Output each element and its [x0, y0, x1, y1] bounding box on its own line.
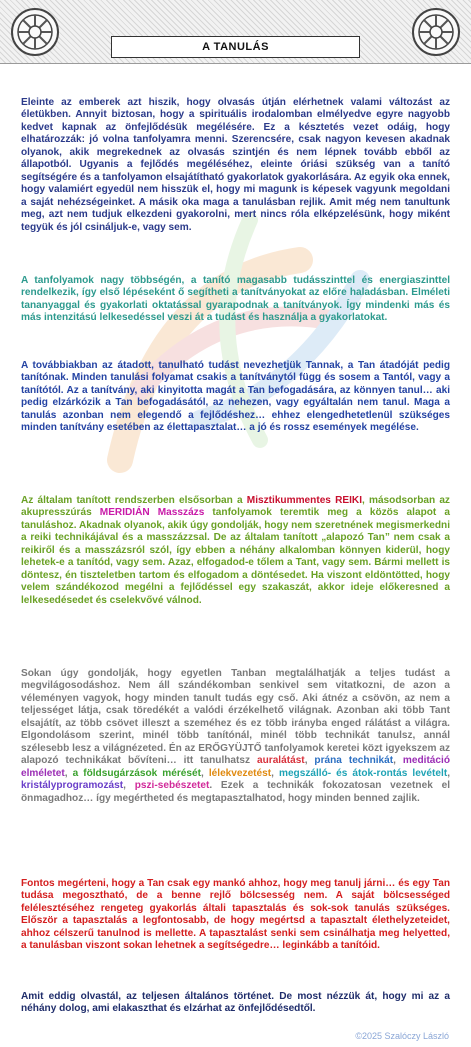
celtic-knot-icon: [10, 7, 60, 57]
paragraph-closing: Amit eddig olvastál, az teljesen általános történet. De most nézzük át, hogy mi az a néhány dolog, ami elakaszthat és elzárhat az önfejlődésedtől.: [21, 991, 450, 1015]
article-body: [21, 97, 450, 1016]
text: Sokan úgy gondolják, hogy egyetlen Tanban megtalálhatják a teljes tudást a megvilágosodáshoz. Nem áll szándékomban senkivel sem vitatkozni, de azon a véleményen vagyok, hogy minden tanult tudás egy cső. Aki átnéz a csövön, az nem a teljességet látja, csak töredékét a valódi érzékelhető világnak. Azonban aki több Tant elsajátít, az több csövet illeszt a szeméhez és ez több irányba enged rálátást a világra. Elgondolásom szerint, minél több tanítónál, minél több technikát tanulsz, annál szélesebb lesz a világnézeted. Én az: [21, 668, 450, 754]
page-title: A TANULÁS: [111, 36, 360, 58]
paragraph-courses: A tanfolyamok nagy többségén, a tanító magasabb tudásszinttel és energiaszinttel rendelkezik, így első lépéseként ő segítheti a tanítványokat az előre haladásban. Elméleti tananyaggal és gyakorlati oktatással gyarapodnak a tanítványok. Így mindenki más és más intenzitású lelkesedéssel veszi át a tudást és használja a gyakorlatokat.: [21, 275, 450, 324]
celtic-knot-icon: [411, 7, 461, 57]
technique-aura: auralátást: [256, 755, 305, 767]
technique-earth-rays: a földsugárzások mérését: [72, 767, 202, 779]
ergo-highlight: ERŐGYÜJTŐ: [198, 742, 262, 754]
paragraph-tan: A továbbiakban az átadott, tanulható tudást nevezhetjük Tannak, a Tan átadóját pedig tanítónak. Minden tanulási folyamat csakis a tanítványtól függ és sosem a Tantól, vagy a tanítótól. Az a tanítvány, aki kinyitotta magát a Tan befogadására, az könnyen tanul… aki pedig elzárkózik a Tan befogadásától, az nehezen, vagy egyáltalán nem tanul. Maga a tanulás azonban nem elegendő a fejlődéshez… ehhez elengedhetetlenül szükséges minden tanítvány esetében az élettapasztalat… a jó és rossz események megélése.: [21, 360, 450, 434]
header-band: [0, 0, 471, 64]
meridian-highlight: MERIDIÁN Masszázs: [99, 507, 205, 519]
technique-prana: prána technikát: [314, 755, 394, 767]
text: , másodsorban az akupresszúrás: [21, 495, 450, 519]
reiki-highlight: Misztikummentes REIKI: [246, 495, 362, 506]
text: tanfolyamok keretei közt igyekszem az alapozó technikákat bővíteni… itt tanulhatsz: [21, 742, 451, 767]
text: tanfolyamok teremtik meg a közös alapot a tanuláshoz. Akadnak olyanok, akik úgy gondolják, hogy nem szeretnének megismerkedni a reiki technikájával és a masszázzsal. De az általam tanított „alapozó Tan” nem csak a reikiről és a masszázsról szól, így ebben a néhány alkalomban könnyen kiderül, hogy lehetek-e a tanítód, vagy sem. Azaz, elfogadod-e tőlem a Tant, vagy sem. Bármi mellett is döntesz, én tiszteletben tartom és elfogadom a döntésedet. Ha viszont eldöntötted, hogy velem szándékozod megélni a fejlődéssel egy szakaszát, akkor ideje előkeresned a lelkesedésedet és cselekvővé válnod.: [21, 507, 450, 606]
text: Az általam tanított rendszerben elsősorban a: [21, 495, 247, 506]
technique-meditation: meditáció elméletet: [21, 755, 451, 779]
copyright: ©2025 Szalóczy László: [355, 1031, 449, 1041]
technique-psi: pszi-sebészetet: [134, 780, 210, 792]
paragraph-system: [21, 495, 450, 668]
paragraph-wisdom: Fontos megérteni, hogy a Tan csak egy mankó ahhoz, hogy meg tanulj járni… és egy Tan tudása megosztható, de a benne rejlő bölcsesség nem. A saját bölcsességed felélesztéséhez rengeteg gyakorlás általi tapasztalás és sok-sok tanulás szükséges. Először a tapasztalás a legfontosabb, de hogy megértsd a tapasztalt élethelyzeteidet, ahhoz célszerű tanulnod is mellette. A tapasztalást senki sem csinálhatja meg helyetted, a tanulásban viszont sokan lehetnek a segítségedre… leginkább a tanítóid.: [21, 878, 450, 952]
technique-crystal: kristályprogramozást: [21, 780, 124, 792]
technique-curse-removal: megszálló- és átok-rontás levételt: [278, 767, 448, 779]
technique-soul-guiding: lélekvezetést: [208, 767, 272, 779]
text: . Ezek a technikák fokozatosan vezetnek el önmagadhoz… így megértheted és megtapasztalhatod, hogy minden benned zajlik.: [21, 780, 451, 804]
paragraph-intro: Eleinte az emberek azt hiszik, hogy olvasás útján elérhetnek valami változást az életükben. Annyit biztosan, hogy a spirituális irodalomban elmélyedve egyre nagyobb kedvet kapnak az önfejlődésük megélésére. Ez a késztetés vezet odáig, hogy elhatározzák: jó volna tanfolyamra menni. Szerencsére, csak nagyon kevesen akadnak olyanok, akik megrekednek az olvasás szintjén és nem lépnek tovább ebből az állapotból. Ugyanis a fejlődés megéléséhez, eleinte óriási szükség van a tanító segítségére és a tanfolyamon elsajátítható gyakorlatok gyakorlására. Az egyik oka ennek, hogy valamiért egyedül nem hisszük el, hogy mi magunk is képesek vagyunk megoldani a saját nehézségeinket. A másik oka maga a tanulásban rejlik. Amit még nem tanultunk meg, azt nem tudjuk elkezdeni gyakorolni, mert nincs róla elképzelésünk, hogy miként tegyük és jól csináljuk-e, vagy sem.: [21, 97, 450, 233]
paragraph-many-tans: Sokan úgy gondolják, hogy egyetlen Tanban megtalálhatják a teljes tudást a megvilágosodáshoz. Nem áll szándékomban senkivel sem vitatkozni, de azon a véleményen vagyok, hogy minden tanult tudás egy cső. Aki átnéz a csövön, az nem a teljességet látja, csak töredékét a valódi érzékelhető világnak. Azonban aki több Tant elsajátít, az több csövet illeszt a szeméhez és ez több irányba enged rálátást a világra. Elgondolásom szerint, minél több tanítónál, minél több technikát tanulsz, annál szélesebb lesz a világnézeted. Én az ERŐGYÜJTŐ tanfolyamok keretei közt igyekszem az alapozó technikákat bővíteni… itt tanulhatsz auralátást, prána technikát, meditáció elméletet, a földsugárzások mérését, lélekvezetést, megszálló- és átok-rontás levételt, kristályprogramozást, pszi-sebészetet. Ezek a technikák fokozatosan vezetnek el önmagadhoz… így megértheted és megtapasztalhatod, hogy minden benned zajlik.: [21, 668, 451, 804]
